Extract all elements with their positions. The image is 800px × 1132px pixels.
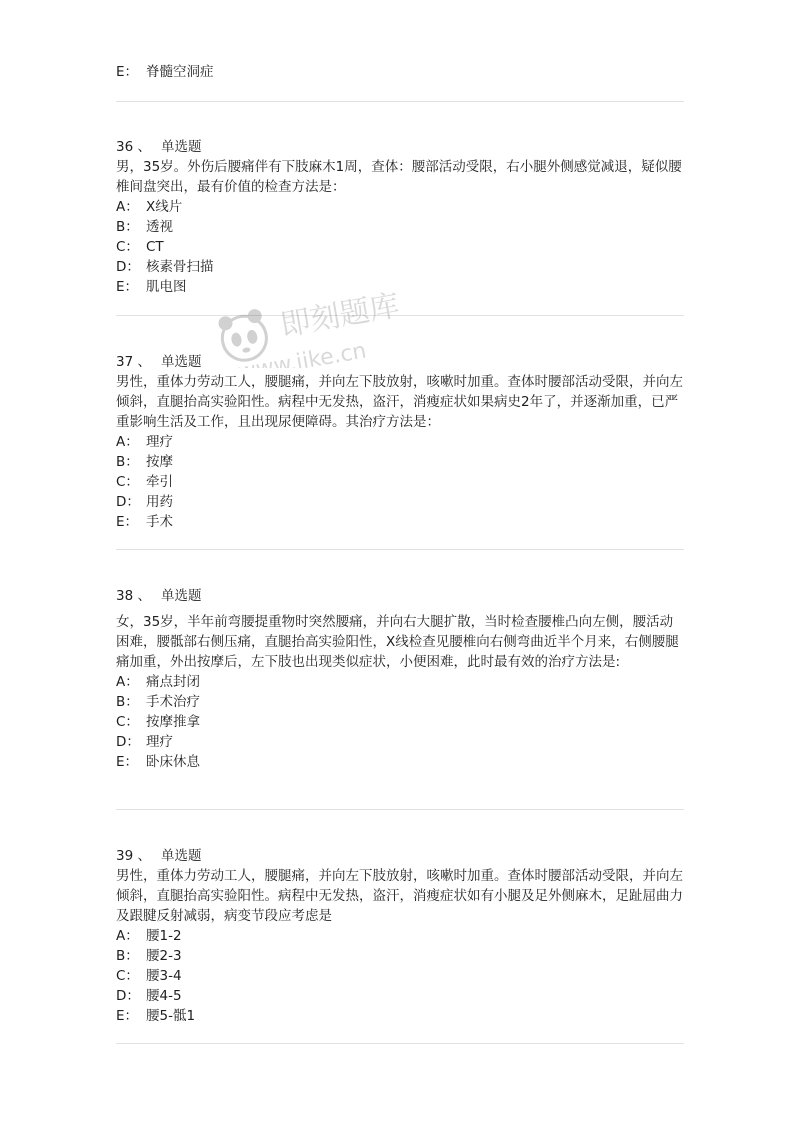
option-e: E： 肌电图 [116,279,187,295]
question-stem: 男性，重体力劳动工人，腰腿痛，并向左下肢放射，咳嗽时加重。查体时腰部活动受限，并向左倾斜，直腿抬高实验阳性。病程中无发热，盗汗，消瘦症状如有小腿及足外侧麻木，足趾屈曲力及跟腱反射减弱，病变节段应考虑是 [116,868,683,924]
option-c: C： CT [116,239,164,255]
option-c: C： 腰3-4 [116,968,182,984]
option-c: C： 牵引 [116,474,173,490]
question-number: 36 、 [116,139,151,155]
option-d: D： 用药 [116,494,173,510]
option-d: D： 核素骨扫描 [116,259,214,275]
option-a: A： 理疗 [116,434,173,450]
divider [116,549,684,550]
watermark [212,288,462,368]
option-text: 脊髓空洞症 [146,64,214,80]
option-b: B： 透视 [116,219,173,235]
question-36 [116,137,684,297]
question-header [116,586,684,606]
option-e: E： 腰5-骶1 [116,1008,196,1024]
option-b: B： 按摩 [116,454,173,470]
option-b: B： 腰2-3 [116,948,182,964]
option-c: C： 按摩推拿 [116,714,200,730]
question-type: 单选题 [160,848,202,864]
option-e: E： 卧床休息 [116,754,200,770]
question-number: 38 、 [116,588,151,604]
option-e: E： 手术 [116,514,173,530]
panda-logo-icon [212,288,462,368]
divider [116,101,684,102]
option-d: D： 腰4-5 [116,988,182,1004]
watermark-brand: 即刻题库 [277,288,403,344]
option-row [116,62,684,82]
top-option [116,62,684,82]
watermark-url: www.jike.cn [236,338,369,368]
question-38 [116,586,684,772]
question-37 [116,352,684,532]
option-a: A： 痛点封闭 [116,674,200,690]
question-stem: 女，35岁，半年前弯腰提重物时突然腰痛，并向右大腿扩散，当时检查腰椎凸向左侧，腰活动困难，腰骶部右侧压痛，直腿抬高实验阳性，X线检查见腰椎向右侧弯曲近半个月来，右侧腰腿痛加重，外出按摩后，左下肢也出现类似症状，小便困难，此时最有效的治疗方法是: [116,614,679,670]
option-b: B： 手术治疗 [116,694,200,710]
question-header [116,137,684,157]
question-stem: 男性，重体力劳动工人，腰腿痛，并向左下肢放射，咳嗽时加重。查体时腰部活动受限，并向左倾斜，直腿抬高实验阳性。病程中无发热，盗汗，消瘦症状如果病史2年了，并逐渐加重，已严重影响生活及工作，且出现尿便障碍。其治疗方法是： [116,374,683,430]
question-39 [116,846,684,1026]
question-header [116,846,684,866]
option-key: E： [116,64,139,80]
question-number: 37 、 [116,354,151,370]
question-type: 单选题 [160,588,202,604]
question-type: 单选题 [160,354,202,370]
divider [116,809,684,810]
question-type: 单选题 [160,139,202,155]
question-stem: 男，35岁。外伤后腰痛伴有下肢麻木1周，查体：腰部活动受限，右小腿外侧感觉减退，疑似腰椎间盘突出，最有价值的检查方法是： [116,159,682,195]
divider [116,1043,684,1044]
option-d: D： 理疗 [116,734,173,750]
option-a: A： 腰1-2 [116,928,182,944]
question-number: 39 、 [116,848,151,864]
option-a: A： X线片 [116,199,183,215]
